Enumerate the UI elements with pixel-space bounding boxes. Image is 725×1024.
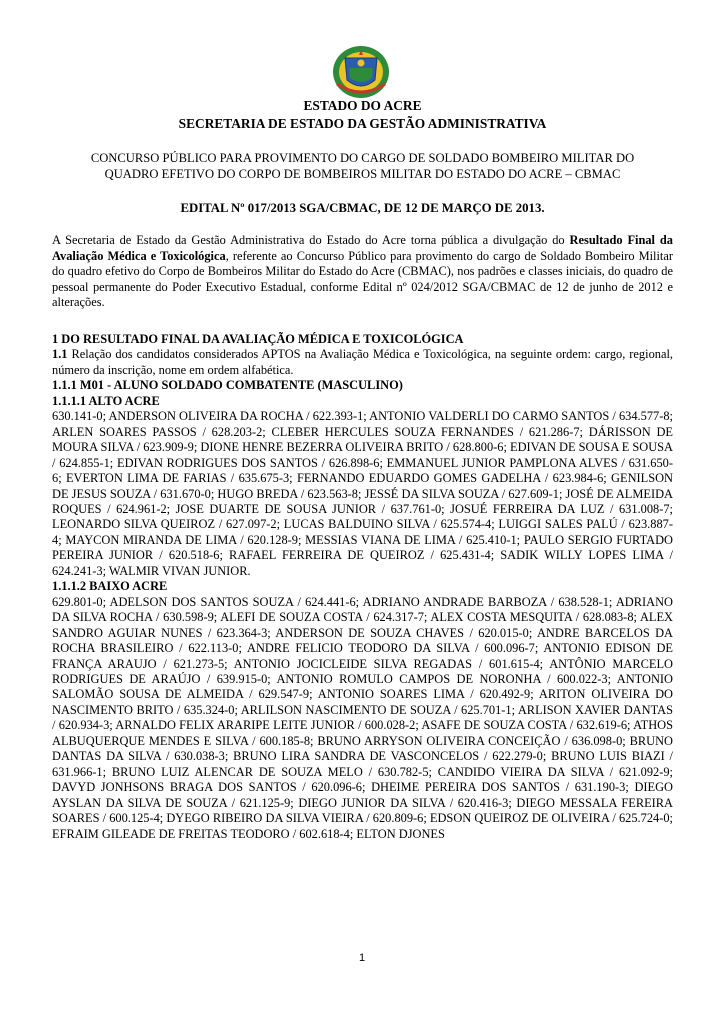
concurso-line-1: CONCURSO PÚBLICO PARA PROVIMENTO DO CARGO DE SOLDADO BOMBEIRO MILITAR DO (90, 151, 635, 165)
alto-acre-title: 1.1.1.1 ALTO ACRE (52, 393, 160, 408)
section-1-title: 1 DO RESULTADO FINAL DA AVALIAÇÃO MÉDICA E TOXICOLÓGICA (52, 332, 464, 346)
item-1-1 (52, 347, 673, 378)
item-1-1-text: Relação dos candidatos considerados APTOS na Avaliação Médica e Toxicológica, na seguinte ordem: cargo, regional, número da inscrição, nome em ordem alfabética. (52, 347, 673, 377)
concurso-line-2: QUADRO EFETIVO DO CORPO DE BOMBEIROS MILITAR DO ESTADO DO ACRE – CBMAC (104, 167, 621, 181)
section-1 (52, 332, 673, 842)
baixo-acre-list: 629.801-0; ADELSON DOS SANTOS SOUZA / 624.441-6; ADRIANO ANDRADE BARBOZA / 638.528-1; ADRIANO DA SILVA ROCHA / 630.598-9; ALEFI DE SOUZA COSTA / 624.317-7; ALEX COSTA MESQUITA / 628.083-8; ALEX SANDRO AGUIAR NUNES / 623.364-3; ANDERSON DE SOUZA CHAVES / 620.015-0; ANDRE BARCELOS DA ROCHA BRASILEIRO / 622.113-0; ANDRE FELICIO TEODORO DA SILVA / 600.096-7; ANTONIO EDISON DE FRANÇA ARAUJO / 621.273-5; ANTONIO JOCICLEIDE SILVA REGADAS / 601.615-4; ANTÔNIO MARCELO RODRIGUES DE ARAÚJO / 639.915-0; ANTONIO ROMULO CAMPOS DE NORONHA / 600.022-3; ANTONIO SALOMÃO SOUSA DE ALMEIDA / 629.547-9; ANTONIO SOARES LIMA / 620.492-9; ARITON OLIVEIRA DO NASCIMENTO BRITO / 635.324-0; ARLILSON NASCIMENTO DE SOUZA / 625.701-1; ARLISON XAVIER DANTAS / 620.934-3; ARNALDO FELIX ARARIPE LEITE JUNIOR / 600.028-2; ASAFE DE SOUZA COSTA / 632.619-6; ATHOS ALBUQUERQUE MENDES E SILVA / 600.185-8; BRUNO ARRYSON OLIVEIRA CONCEIÇÃO / 636.098-0; BRUNO DANTAS DA SILVA / 630.038-3; BRUNO LIRA SANDRA DE VASCONCELOS / 622.279-0; BRUNO LUIS BIAZI / 631.966-1; BRUNO LUIZ ALENCAR DE SOUZA MELO / 630.782-5; CANDIDO VIEIRA DA SILVA / 621.092-9; DAVYD JONHSONS BRAGA DOS SANTOS / 620.096-6; DHEIME PEREIRA DOS SANTOS / 631.190-3; DIEGO AYSLAN DA SILVA DE SOUZA / 621.125-9; DIEGO JUNIOR DA SILVA / 620.416-3; DIEGO MESSALA FEREIRA SOARES / 600.125-4; DYEGO RIBEIRO DA SILVA VIEIRA / 620.809-6; EDSON QUEIROZ DE OLIVEIRA / 625.724-0; EFRAIM GILEADE DE FREITAS TEODORO / 602.618-4; ELTON DJONES (52, 594, 673, 841)
page-number: 1 (358, 952, 366, 964)
intro-text-2: , referente ao Concurso Público para provimento do cargo de Soldado Bombeiro Militar do quadro efetivo do Corpo de Bombeiros Militar do Estado do Acre (CBMAC), nos padrões e classes iniciais, do quadro de pessoal permanente do Poder Executivo Estadual, conforme Edital nº 024/2012 SGA/CBMAC de 12 de junho de 2012 e alterações. (52, 248, 673, 309)
subsection-1-1-1: 1.1.1 M01 - ALUNO SOLDADO COMBATENTE (MASCULINO) (52, 378, 403, 393)
state-title: ESTADO DO ACRE (303, 98, 422, 113)
coat-of-arms-icon (331, 44, 391, 100)
edital-title: EDITAL Nº 017/2013 SGA/CBMAC, DE 12 DE MARÇO DE 2013. (180, 201, 545, 215)
intro-text-1: A Secretaria de Estado da Gestão Administrativa do Estado do Acre torna pública a divulgação do (52, 233, 570, 247)
intro-text-bold: Resultado Final da Avaliação Médica e Toxicológica (52, 233, 673, 263)
alto-acre-list: 630.141-0; ANDERSON OLIVEIRA DA ROCHA / 622.393-1; ANTONIO VALDERLI DO CARMO SANTOS / 634.577-8; ARLEN SOARES PASSOS / 628.203-2; CLEBER HERCULES SOUZA FERNANDES / 621.286-7; DÁRISSON DE MOURA SILVA / 623.909-9; DIONE HENRE BEZERRA OLIVEIRA BRITO / 628.800-6; EDIVAN DE SOUSA E SOUSA / 624.855-1; EDIVAN RODRIGUES DOS SANTOS / 626.898-6; EMMANUEL JUNIOR PAMPLONA ALVES / 631.650-6; EVERTON LIMA DE FARIAS / 635.675-3; FERNANDO EDUARDO GOMES GADELHA / 623.984-6; GENILSON DE JESUS SOUZA / 631.670-0; HUGO BREDA / 623.563-8; JESSÉ DA SILVA SOUZA / 627.609-1; JOSÉ DE ALMEIDA ROQUES / 624.961-2; JOSE DUARTE DE SOUSA JUNIOR / 637.761-0; JOSUÉ FERREIRA DA LUZ / 631.008-7; LEONARDO SILVA QUEIROZ / 627.097-2; LUCAS BALDUINO SILVA / 625.574-4; LUIGGI SALES PALÚ / 623.887-4; MAYCON MIRANDA DE LIMA / 620.128-9; MESSIAS VIANA DE LIMA / 625.410-1; PAULO SERGIO FURTADO PEREIRA JUNIOR / 620.518-6; RAFAEL FERREIRA DE QUEIROZ / 625.431-4; SADIK WILLY LOPES LIMA / 624.241-3; WALMIR VIVAN JUNIOR. (52, 409, 673, 578)
intro-paragraph (52, 233, 673, 311)
item-1-1-number: 1.1 (52, 347, 68, 362)
baixo-acre-title: 1.1.1.2 BAIXO ACRE (52, 579, 168, 594)
secretariat-title: SECRETARIA DE ESTADO DA GESTÃO ADMINISTRATIVA (178, 116, 547, 131)
